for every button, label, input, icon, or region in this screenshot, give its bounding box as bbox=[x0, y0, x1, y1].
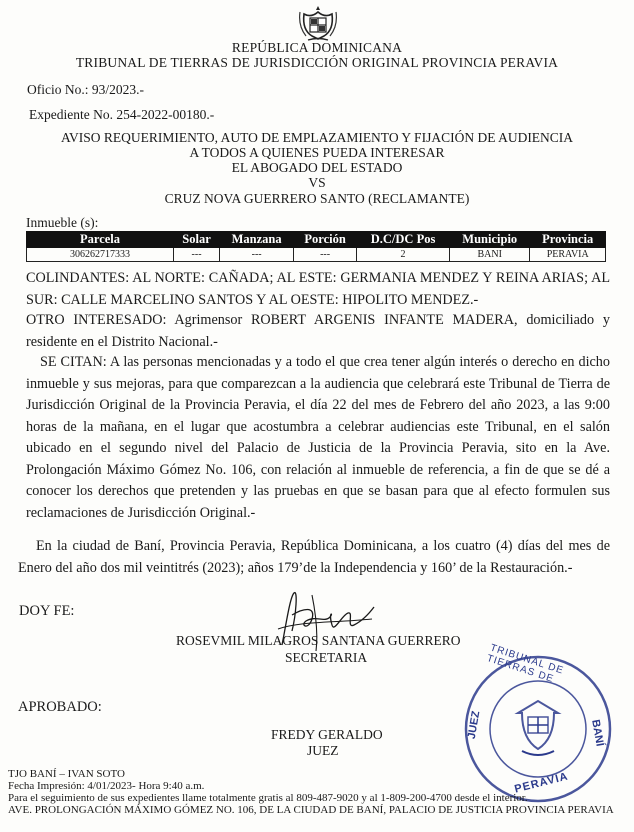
colindantes-paragraph: COLINDANTES: AL NORTE: CAÑADA; AL ESTE: GERMANIA MENDEZ Y REINA ARIAS; AL SUR: CALLE MARCELINO SANTOS Y AL OESTE: HIPOLITO MENDEZ.- bbox=[26, 270, 610, 308]
cell-municipio: BANI bbox=[450, 248, 530, 262]
seal-text-bottom: PERAVIA bbox=[513, 770, 570, 796]
inmueble-label: Inmueble (s): bbox=[26, 215, 99, 230]
footer-line-1: TJO BANÍ – IVAN SOTO bbox=[8, 768, 125, 780]
closing-paragraph: En la ciudad de Baní, Provincia Peravia, República Dominicana, a los cuatro (4) días del mes de Enero del año dos mil veintitrés (2023); años 179’de la Independencia y 160’ de la Restauración.- bbox=[18, 538, 610, 576]
footer-line-2: Fecha Impresión: 4/01/2023- Hora 9:40 a.m. bbox=[8, 780, 205, 792]
property-table bbox=[26, 231, 606, 262]
col-dc-pos: D.C/DC Pos bbox=[357, 232, 450, 248]
se-citan-paragraph: SE CITAN: A las personas mencionadas y a todo el que crea tener algún interés o derecho en dicho inmueble y sus mejoras, para que comparezcan a la audiencia que celebrará este Tribunal de Tierra de Jurisdicción Original de la Provincia Peravia, el día 22 del mes de Febrero del año 2023, a las 9:00 horas de la mañana, en el lugar que acostumbra a celebrar audiencias este Tribunal, en el salón ubicado en el segundo nivel del Palacio de Justicia de la Provincia Peravia, sito en la Ave. Prolongación Máximo Gómez No. 106, con relación al inmueble de referencia, a fin de que se dé a conocer los derechos que pretenden y las pruebas en que se basan para que al efecto formulen sus reclamaciones de Jurisdicción Original.- bbox=[26, 354, 610, 521]
aprobado-label: APROBADO: bbox=[18, 699, 102, 715]
document-title: AVISO REQUERIMIENTO, AUTO DE EMPLAZAMIENTO Y FIJACIÓN DE AUDIENCIA bbox=[60, 130, 574, 145]
court-seal bbox=[462, 642, 614, 805]
secretary-title: SECRETARIA bbox=[285, 650, 368, 665]
cell-solar: --- bbox=[174, 248, 220, 262]
country-heading: REPÚBLICA DOMINICANA bbox=[231, 40, 403, 55]
table-row bbox=[27, 248, 606, 262]
col-solar: Solar bbox=[174, 232, 220, 248]
cell-provincia: PERAVIA bbox=[530, 248, 606, 262]
cell-manzana: --- bbox=[220, 248, 294, 262]
oficio-number: Oficio No.: 93/2023.- bbox=[27, 82, 144, 97]
court-heading: TRIBUNAL DE TIERRAS DE JURISDICCIÓN ORIGINAL PROVINCIA PERAVIA bbox=[75, 55, 559, 70]
cell-parcela: 306262717333 bbox=[27, 248, 174, 262]
doy-fe-label: DOY FE: bbox=[19, 603, 75, 619]
footer-line-3: Para el seguimiento de sus expedientes llame totalmente gratis al 809-487-9020 y al 1-809-200-4700 desde el interior. bbox=[8, 792, 528, 804]
col-municipio: Municipio bbox=[450, 232, 530, 248]
footer-line-4: AVE. PROLONGACIÓN MÁXIMO GÓMEZ NO. 106, DE LA CIUDAD DE BANÍ, PALACIO DE JUSTICIA PROVINCIA PERAVIA bbox=[8, 804, 614, 816]
seal-text-top: TRIBUNAL DE TIERRAS DE bbox=[485, 642, 566, 686]
title-line-3: EL ABOGADO DEL ESTADO bbox=[231, 160, 403, 175]
otro-interesado-paragraph: OTRO INTERESADO: Agrimensor ROBERT ARGENIS INFANTE MADERA, domiciliado y residente en el Distrito Nacional.- bbox=[26, 312, 610, 350]
col-provincia: Provincia bbox=[530, 232, 606, 248]
seal-text-left: JUEZ bbox=[465, 710, 483, 740]
cell-porcion: --- bbox=[294, 248, 357, 262]
col-porcion: Porción bbox=[294, 232, 357, 248]
title-line-5: CRUZ NOVA GUERRERO SANTO (RECLAMANTE) bbox=[164, 191, 470, 206]
title-line-4: VS bbox=[308, 175, 326, 190]
col-manzana: Manzana bbox=[220, 232, 294, 248]
secretary-name: ROSEVMIL MILAGROS SANTANA GUERRERO bbox=[176, 633, 461, 648]
cell-dc-pos: 2 bbox=[357, 248, 450, 262]
judge-title: JUEZ bbox=[307, 743, 339, 758]
seal-text-right: BANÍ bbox=[589, 718, 606, 748]
property-table-header bbox=[27, 232, 606, 248]
coat-of-arms-icon bbox=[298, 4, 338, 42]
title-line-2: A TODOS A QUIENES PUEDA INTERESAR bbox=[189, 145, 445, 160]
expediente-number: Expediente No. 254-2022-00180.- bbox=[29, 107, 215, 122]
judge-name: FREDY GERALDO bbox=[271, 727, 383, 742]
col-parcela: Parcela bbox=[27, 232, 174, 248]
